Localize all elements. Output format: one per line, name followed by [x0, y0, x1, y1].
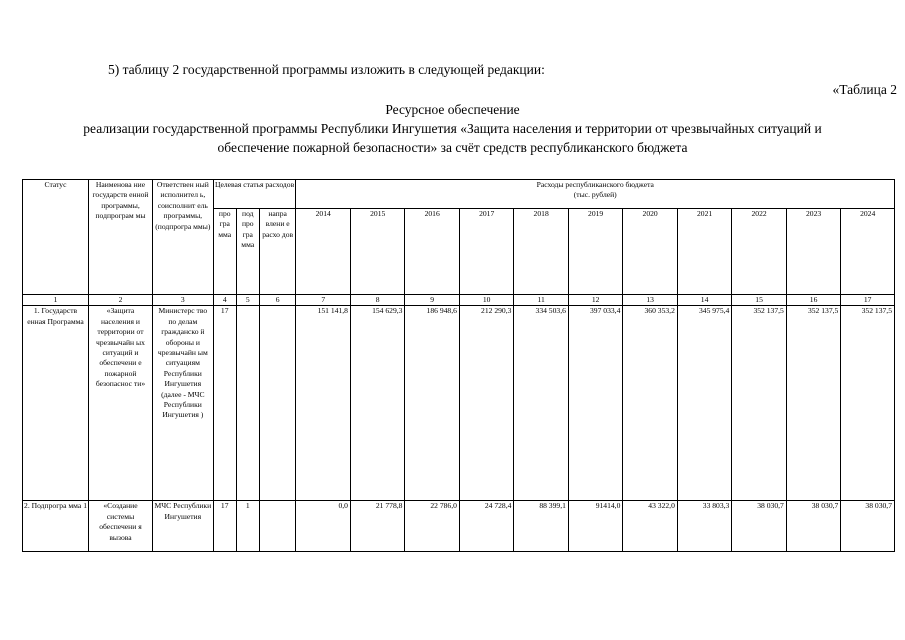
header-year: 2018	[514, 209, 568, 295]
header-executor: Ответствен ный исполнител ь, соисполнит ель программы, (подпрогра ммы)	[152, 180, 213, 295]
column-number: 5	[236, 295, 259, 306]
row-value: 38 030,7	[841, 501, 895, 552]
header-year: 2024	[841, 209, 895, 295]
header-row-1	[23, 180, 895, 209]
row-value: 352 137,5	[786, 306, 840, 501]
row-value: 186 948,6	[405, 306, 459, 501]
header-year: 2020	[623, 209, 677, 295]
row-direction	[259, 501, 296, 552]
column-number: 17	[841, 295, 895, 306]
column-number: 16	[786, 295, 840, 306]
header-expenses	[296, 180, 895, 209]
column-number: 7	[296, 295, 350, 306]
table-row	[23, 501, 895, 552]
row-value: 24 728,4	[459, 501, 513, 552]
row-value: 21 778,8	[350, 501, 404, 552]
row-value: 38 030,7	[786, 501, 840, 552]
row-value: 334 503,6	[514, 306, 568, 501]
row-value: 345 975,4	[677, 306, 731, 501]
row-status: 1. Государств енная Программа	[23, 306, 89, 501]
row-subprogram: 1	[236, 501, 259, 552]
column-number: 9	[405, 295, 459, 306]
resource-table	[22, 179, 895, 552]
header-name: Наименова ние государств енной программы, подпрограм мы	[89, 180, 153, 295]
column-number: 6	[259, 295, 296, 306]
header-expenses-unit: (тыс. рублей)	[573, 190, 617, 200]
row-value: 397 033,4	[568, 306, 622, 501]
header-year: 2017	[459, 209, 513, 295]
header-year: 2022	[732, 209, 786, 295]
table-title-line-3: обеспечение пожарной безопасности» за счёт средств республиканского бюджета	[217, 140, 688, 155]
column-number: 8	[350, 295, 404, 306]
column-number: 2	[89, 295, 153, 306]
row-executor: МЧС Республики Ингушетия	[152, 501, 213, 552]
header-status: Статус	[23, 180, 89, 295]
row-value: 151 141,8	[296, 306, 350, 501]
header-direction: напра влени е расхо дов	[259, 209, 296, 295]
row-value: 33 803,3	[677, 501, 731, 552]
column-number: 14	[677, 295, 731, 306]
header-year: 2021	[677, 209, 731, 295]
row-value: 88 399,1	[514, 501, 568, 552]
header-year: 2016	[405, 209, 459, 295]
table-title-line-2: реализации государственной программы Республики Ингушетия «Защита населения и территории от чрезвычайных ситуаций и	[83, 121, 822, 136]
row-name: «Создание системы обеспечени я вызова	[89, 501, 153, 552]
row-direction	[259, 306, 296, 501]
row-program: 17	[213, 306, 236, 501]
column-number: 15	[732, 295, 786, 306]
column-number: 4	[213, 295, 236, 306]
column-number: 3	[152, 295, 213, 306]
header-year: 2015	[350, 209, 404, 295]
row-value: 38 030,7	[732, 501, 786, 552]
header-year: 2019	[568, 209, 622, 295]
column-number: 10	[459, 295, 513, 306]
column-number: 12	[568, 295, 622, 306]
column-number: 11	[514, 295, 568, 306]
row-name: «Защита населения и территории от чрезвычайн ых ситуаций и обеспечени е пожарной безопаснос ти»	[89, 306, 153, 501]
column-number: 1	[23, 295, 89, 306]
row-value: 352 137,5	[732, 306, 786, 501]
row-value: 22 786,0	[405, 501, 459, 552]
row-subprogram	[236, 306, 259, 501]
row-value: 154 629,3	[350, 306, 404, 501]
row-program: 17	[213, 501, 236, 552]
intro-text: 5) таблицу 2 государственной программы изложить в следующей редакции:	[108, 62, 545, 77]
row-executor: Министерс тво по делам гражданско й обороны и чрезвычайн ым ситуациям Республики Ингушетия (далее - МЧС Республики Ингушетия )	[152, 306, 213, 501]
header-year: 2023	[786, 209, 840, 295]
row-value: 212 290,3	[459, 306, 513, 501]
header-program: про гра мма	[213, 209, 236, 295]
column-number: 13	[623, 295, 677, 306]
row-value: 91414,0	[568, 501, 622, 552]
header-target-article: Целевая статья расходов	[213, 180, 296, 209]
row-value: 0,0	[296, 501, 350, 552]
header-expenses-label: Расходы республиканского бюджета	[536, 180, 654, 189]
row-status: 2. Подпрогра мма 1	[23, 501, 89, 552]
header-year: 2014	[296, 209, 350, 295]
row-value: 43 322,0	[623, 501, 677, 552]
table-row	[23, 306, 895, 501]
row-value: 352 137,5	[841, 306, 895, 501]
row-value: 360 353,2	[623, 306, 677, 501]
table-title-line-1: Ресурсное обеспечение	[385, 102, 520, 117]
column-number-row	[23, 295, 895, 306]
header-subprogram: под про гра мма	[236, 209, 259, 295]
table-reference: «Таблица 2	[832, 82, 897, 97]
